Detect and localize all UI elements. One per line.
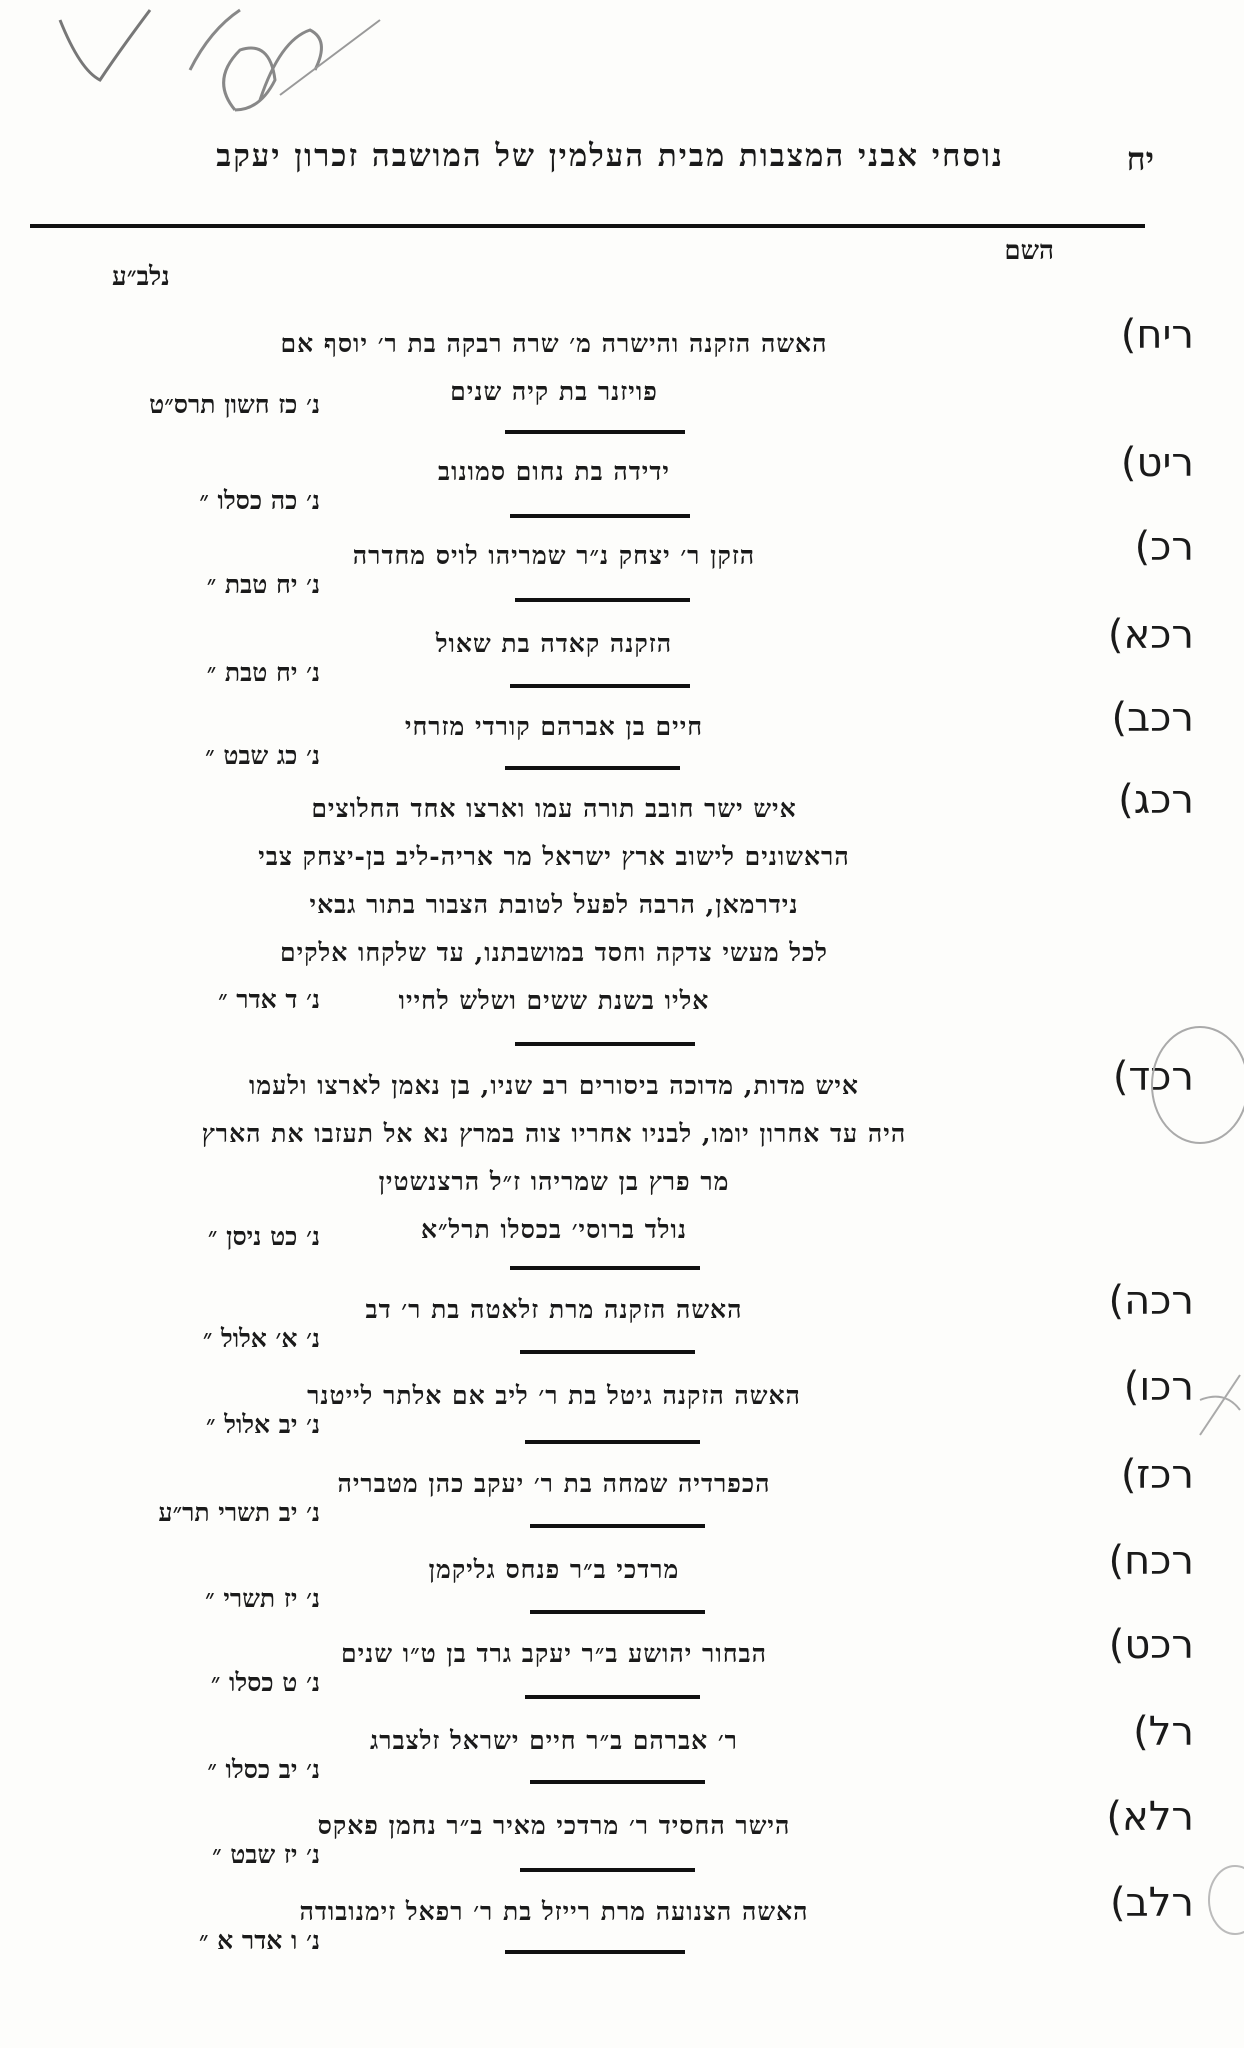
- inscription-line: הזקנה קאדה בת שאול: [435, 629, 673, 658]
- entry-separator: [510, 1266, 700, 1270]
- entry-number: רכח): [1108, 1538, 1194, 1584]
- entry-separator: [510, 684, 690, 688]
- entry-number: ריט): [1120, 440, 1194, 486]
- inscription-line: ר׳ אברהם ב״ר חיים ישראל זלצברג: [370, 1726, 738, 1755]
- entry-death-date: נ׳ יב אלול ״: [206, 1410, 320, 1439]
- margin-circle-mark: [1140, 1020, 1244, 1150]
- pencil-scribble-mark: [40, 0, 400, 140]
- entry-number: רכא): [1107, 612, 1194, 658]
- entry-separator: [510, 514, 690, 518]
- entry-number: רכו): [1123, 1364, 1194, 1410]
- inscription-line: הישר החסיד ר׳ מרדכי מאיר ב״ר נחמן פאקס: [317, 1811, 791, 1840]
- inscription-line: מרדכי ב״ר פנחס גליקמן: [428, 1555, 680, 1584]
- entry-death-date: נ׳ יח טבת ״: [206, 658, 320, 687]
- entry-separator: [525, 1440, 700, 1444]
- entry-number: רל): [1133, 1709, 1194, 1755]
- inscription-line: היה עד אחרון יומו, לבניו אחריו צוה במרץ נא אל תעזבו את הארץ: [201, 1119, 907, 1148]
- entry-number: רכה): [1108, 1278, 1194, 1324]
- entry-death-date: נ׳ יז שבט ״: [212, 1840, 320, 1869]
- inscription-line: האשה הזקנה מרת זלאטה בת ר׳ דב: [365, 1295, 743, 1324]
- entry-separator: [515, 1042, 695, 1046]
- inscription-line: מר פרץ בן שמריהו ז״ל הרצנשטין: [378, 1167, 730, 1196]
- inscription-line: חיים בן אברהם קורדי מזרחי: [404, 712, 704, 741]
- entry-separator: [520, 1868, 695, 1872]
- entry-death-date: נ׳ ד אדר ״: [218, 985, 320, 1014]
- inscription-line: האשה הזקנה והישרה מ׳ שרה רבקה בת ר׳ יוסף אם: [280, 329, 828, 358]
- entry-separator: [520, 1350, 695, 1354]
- entry-death-date: נ׳ יב תשרי תר״ע: [158, 1498, 320, 1527]
- entry-number: רלא): [1106, 1794, 1194, 1840]
- entry-separator: [525, 1695, 700, 1699]
- column-header-name: השם: [1004, 236, 1054, 266]
- inscription-line: הכפרדיה שמחה בת ר׳ יעקב כהן מטבריה: [337, 1469, 771, 1498]
- entry-death-date: נ׳ כה כסלו ״: [199, 486, 320, 515]
- inscription-line: איש מדות, מדוכה ביסורים רב שניו, בן נאמן לארצו ולעמו: [249, 1071, 859, 1100]
- inscription-line: האשה הזקנה גיטל בת ר׳ ליב אם אלתר לייטנר: [307, 1381, 801, 1410]
- entry-number: רכז): [1120, 1452, 1194, 1498]
- entry-separator: [530, 1524, 705, 1528]
- entry-number: ריח): [1120, 312, 1194, 358]
- entry-number: רכט): [1108, 1622, 1194, 1668]
- entry-number: רכב): [1111, 695, 1194, 741]
- inscription-line: לכל מעשי צדקה וחסד במושבתנו, עד שלקחו אלקים: [280, 938, 828, 967]
- entry-number: רלב): [1109, 1880, 1194, 1926]
- entry-death-date: נ׳ כט ניסן ״: [207, 1222, 320, 1251]
- inscription-line: פויזנר בת קיה שנים: [450, 377, 658, 406]
- page-number: יח: [1126, 140, 1154, 178]
- entry-death-date: נ׳ א׳ אלול ״: [202, 1324, 320, 1353]
- entry-number: רכ): [1134, 524, 1194, 570]
- entry-death-date: נ׳ יח טבת ״: [206, 570, 320, 599]
- entry-death-date: נ׳ ו אדר א ״: [198, 1926, 320, 1955]
- inscription-line: הראשונים לישוב ארץ ישראל מר אריה-ליב בן-יצחק צבי: [258, 842, 850, 871]
- entry-separator: [530, 1610, 705, 1614]
- column-header-date: נלב״ע: [112, 262, 170, 292]
- entry-number: רכג): [1118, 777, 1194, 823]
- entry-separator: [505, 1950, 685, 1954]
- entry-death-date: נ׳ כז חשון תרס״ט: [149, 390, 320, 419]
- entry-separator: [530, 1780, 705, 1784]
- inscription-line: נולד ברוסי׳ בכסלו תרל״א: [421, 1215, 687, 1244]
- inscription-line: אליו בשנת ששים ושלש לחייו: [398, 986, 710, 1015]
- inscription-line: איש ישר חובב תורה עמו וארצו אחד החלוצים: [311, 794, 797, 823]
- entry-death-date: נ׳ יז תשרי ״: [205, 1584, 320, 1613]
- margin-circle-mark-bottom: [1205, 1860, 1244, 1940]
- inscription-line: נידרמאן, הרבה לפעל לטובת הצבור בתור גבאי: [309, 890, 799, 919]
- entry-separator: [505, 766, 680, 770]
- page-title: נוסחי אבני המצבות מבית העלמין של המושבה זכרון יעקב: [216, 138, 1004, 174]
- entry-death-date: נ׳ כג שבט ״: [205, 741, 320, 770]
- inscription-line: ידידה בת נחום סמונוב: [438, 457, 670, 486]
- inscription-line: הבחור יהושע ב״ר יעקב גרד בן ט״ו שנים: [341, 1639, 767, 1668]
- inscription-line: האשה הצנועה מרת רייזל בת ר׳ רפאל זימנובודה: [299, 1897, 809, 1926]
- header-divider: [30, 224, 1145, 228]
- margin-pencil-mark: [1195, 1370, 1244, 1440]
- entry-number: רכד): [1112, 1054, 1194, 1100]
- entry-death-date: נ׳ ט כסלו ״: [210, 1668, 320, 1697]
- entry-separator: [505, 430, 685, 434]
- inscription-line: הזקן ר׳ יצחק נ״ר שמריהו לויס מחדרה: [352, 541, 756, 570]
- entry-separator: [515, 598, 690, 602]
- entry-death-date: נ׳ יב כסלו ״: [207, 1755, 320, 1784]
